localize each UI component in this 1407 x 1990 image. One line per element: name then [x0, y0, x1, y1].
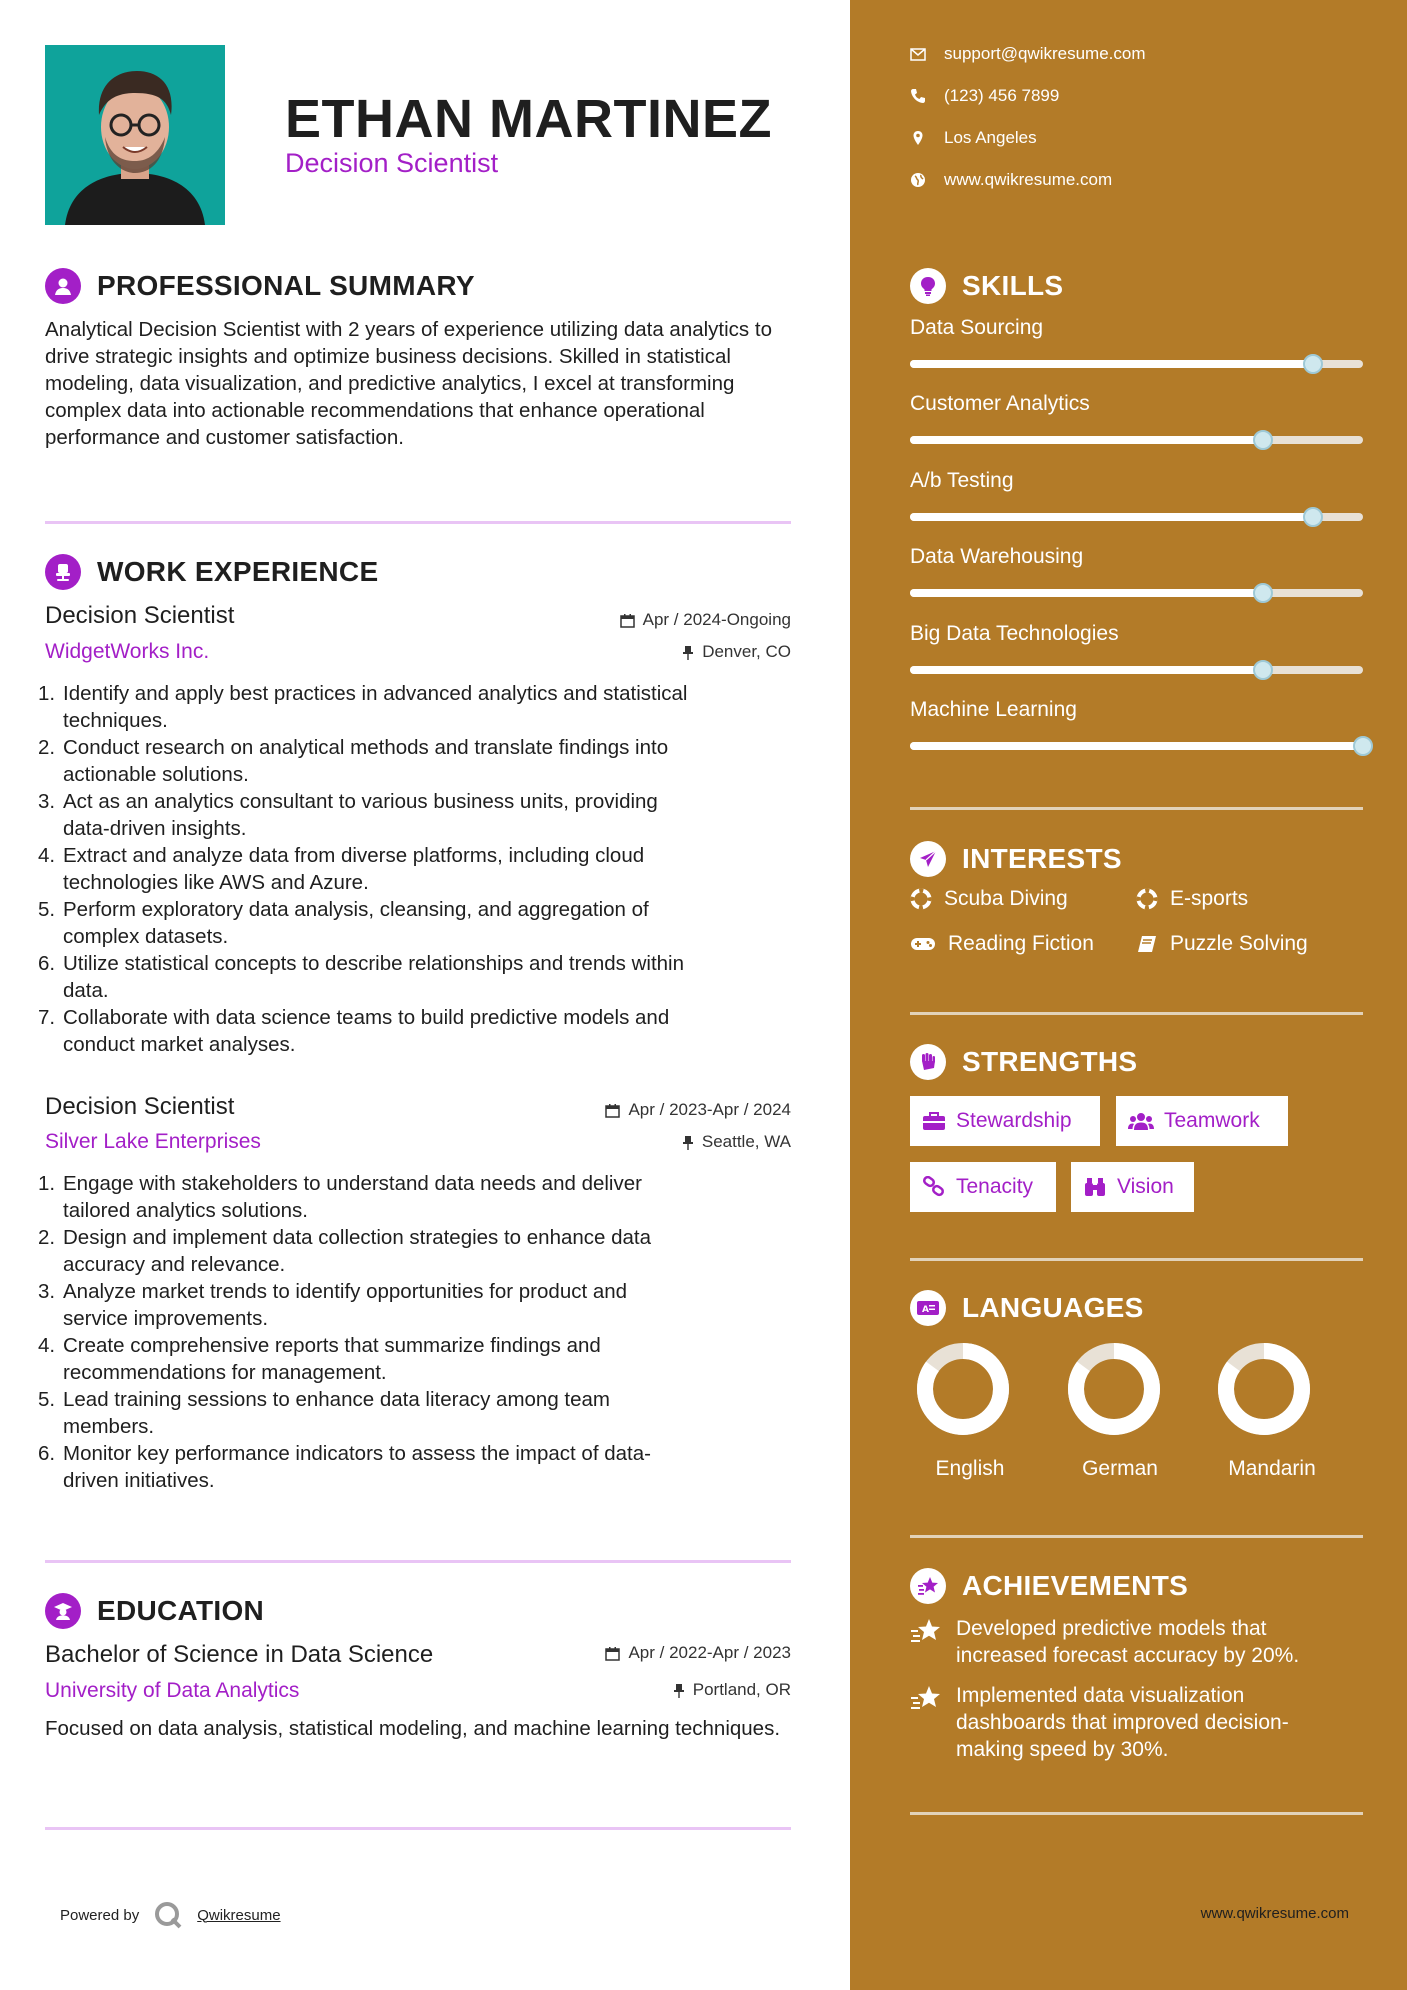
duty-list	[38, 680, 798, 1058]
skill-level-fill	[910, 666, 1263, 674]
list-item: 1. Identify and apply best practices in advanced analytics and statistical techniques.	[38, 682, 688, 732]
users-icon	[1128, 1111, 1154, 1131]
interest-item	[1136, 887, 1248, 911]
achievement-line: making speed by 30%.	[956, 1738, 1169, 1761]
language-label: German	[1082, 1457, 1158, 1480]
skills-heading	[910, 268, 1063, 304]
list-item: 5. Lead training sessions to enhance data literacy among team members.	[38, 1388, 611, 1438]
website-text: www.qwikresume.com	[944, 170, 1113, 189]
envelope-icon	[910, 48, 926, 61]
duty-list	[38, 1170, 798, 1494]
language-proficiency-ring	[1214, 1339, 1314, 1439]
achievement-line: dashboards that improved decision-	[956, 1711, 1289, 1734]
school-name: University of Data Analytics	[45, 1679, 300, 1702]
candidate-name: ETHAN MARTINEZ	[285, 89, 772, 149]
briefcase-icon	[922, 1111, 946, 1131]
summary-text: Analytical Decision Scientist with 2 years of experience utilizing data analytics to drive strategic insights and optimize business decisions. Skilled in statistical modeling, data visualization, and predictive analytics, I excel at transforming complex data into actionable recommendations that enhance operational performance and customer satisfaction.	[45, 318, 772, 449]
section-divider	[45, 1827, 791, 1830]
skill-level-fill	[910, 742, 1363, 750]
skill-level-fill	[910, 360, 1313, 368]
calendar-icon	[605, 1103, 620, 1118]
skill-label: Big Data Technologies	[910, 621, 1119, 645]
list-item: 2. Design and implement data collection strategies to enhance data accuracy and relevance.	[38, 1226, 652, 1276]
skill-level-fill	[910, 436, 1263, 444]
life-ring-icon	[1136, 888, 1158, 910]
skill-label: A/b Testing	[910, 468, 1014, 492]
education-location	[673, 1680, 791, 1700]
skill-label: Customer Analytics	[910, 392, 1090, 416]
experience-heading	[45, 554, 378, 590]
office-chair-icon	[45, 554, 81, 590]
skill-level-knob	[1253, 660, 1273, 680]
lightbulb-icon	[910, 268, 946, 304]
skill-level-bar	[910, 436, 1363, 444]
strength-label: Vision	[1117, 1175, 1174, 1198]
summary-heading	[45, 268, 475, 304]
strength-label: Tenacity	[956, 1175, 1034, 1198]
achievement-item	[910, 1615, 1363, 1669]
summary-title: PROFESSIONAL SUMMARY	[97, 270, 475, 301]
interest-item	[1136, 932, 1308, 956]
languages-title: LANGUAGES	[962, 1292, 1144, 1323]
strength-label: Teamwork	[1164, 1109, 1260, 1132]
strength-chip	[1071, 1162, 1194, 1212]
skill-level-bar	[910, 513, 1363, 521]
link-icon	[922, 1176, 946, 1198]
qwikresume-link[interactable]: Qwikresume	[197, 1906, 281, 1924]
achievement-item	[910, 1682, 1363, 1763]
education-location-text: Portland, OR	[692, 1680, 791, 1699]
interest-label: Reading Fiction	[948, 932, 1094, 955]
job-date	[620, 610, 791, 630]
strength-chip	[910, 1096, 1100, 1146]
gamepad-icon	[910, 936, 936, 952]
binoculars-icon	[1083, 1177, 1107, 1197]
pushpin-icon	[673, 1683, 685, 1698]
pushpin-icon	[682, 1135, 694, 1150]
languages-heading	[910, 1290, 1144, 1326]
list-item: 1. Engage with stakeholders to understand data needs and deliver tailored analytics solutions.	[38, 1172, 642, 1222]
degree-title: Bachelor of Science in Data Science	[45, 1641, 434, 1668]
email-text: support@qwikresume.com	[944, 44, 1146, 63]
section-divider	[910, 1012, 1363, 1015]
shooting-star-icon	[910, 1617, 942, 1645]
strength-chip	[910, 1162, 1056, 1212]
job-title: Decision Scientist	[45, 602, 235, 629]
svg-text:A: A	[922, 1305, 929, 1315]
interest-label: Puzzle Solving	[1170, 932, 1308, 955]
achievements-title: ACHIEVEMENTS	[962, 1570, 1189, 1601]
job-date-text: Apr / 2023-Apr / 2024	[628, 1100, 791, 1119]
section-divider	[910, 1258, 1363, 1261]
footer-website[interactable]: www.qwikresume.com	[1200, 1905, 1349, 1922]
pushpin-icon	[682, 645, 694, 660]
skill-level-fill	[910, 513, 1313, 521]
skill-level-bar	[910, 589, 1363, 597]
section-divider	[910, 807, 1363, 810]
job-location	[682, 642, 791, 662]
list-item: 5. Perform exploratory data analysis, cleansing, and aggregation of complex datasets.	[38, 898, 649, 948]
education-date-text: Apr / 2022-Apr / 2023	[628, 1643, 791, 1662]
education-date	[605, 1643, 791, 1663]
map-marker-icon	[910, 130, 926, 146]
interest-item	[910, 932, 1094, 956]
achievement-line: Developed predictive models that	[956, 1617, 1267, 1640]
interest-label: Scuba Diving	[944, 887, 1068, 910]
paper-plane-icon	[910, 841, 946, 877]
skill-level-knob	[1353, 736, 1373, 756]
strength-label: Stewardship	[956, 1109, 1072, 1132]
book-icon	[1136, 934, 1158, 954]
skill-level-knob	[1303, 507, 1323, 527]
contact-location	[910, 128, 1037, 148]
section-divider	[45, 521, 791, 524]
powered-by-label: Powered by	[60, 1906, 140, 1924]
contact-phone[interactable]	[910, 86, 1059, 106]
location-text: Los Angeles	[944, 128, 1037, 147]
contact-website[interactable]	[910, 170, 1112, 190]
candidate-role: Decision Scientist	[285, 148, 499, 178]
skills-title: SKILLS	[962, 270, 1064, 301]
interests-heading	[910, 841, 1122, 877]
life-ring-icon	[910, 888, 932, 910]
phone-icon	[910, 88, 926, 104]
education-title: EDUCATION	[97, 1595, 265, 1626]
skill-label: Data Sourcing	[910, 316, 1044, 339]
list-item: 3. Act as an analytics consultant to various business units, providing data-driven insights.	[38, 790, 658, 840]
powered-by	[60, 1900, 281, 1930]
list-item: 2. Conduct research on analytical methods and translate findings into actionable solutions.	[38, 736, 669, 786]
star-icon	[910, 1568, 946, 1604]
interests-title: INTERESTS	[962, 843, 1122, 874]
job-title: Decision Scientist	[45, 1093, 235, 1120]
shooting-star-icon	[910, 1684, 942, 1712]
user-icon	[45, 268, 81, 304]
education-heading	[45, 1593, 264, 1629]
strength-chip	[1116, 1096, 1288, 1146]
language-label: Mandarin	[1228, 1457, 1316, 1480]
section-divider	[45, 1560, 791, 1563]
list-item: 3. Analyze market trends to identify opportunities for product and service improvements.	[38, 1280, 628, 1330]
calendar-icon	[605, 1646, 620, 1661]
phone-text: (123) 456 7899	[944, 86, 1060, 105]
strengths-title: STRENGTHS	[962, 1046, 1138, 1077]
globe-icon	[910, 172, 926, 188]
language-proficiency-ring	[913, 1339, 1013, 1439]
list-item: 4. Extract and analyze data from diverse platforms, including cloud technologies like AWS and Azure.	[38, 844, 645, 894]
skill-label: Machine Learning	[910, 698, 1077, 721]
experience-title: WORK EXPERIENCE	[97, 556, 379, 587]
job-location-text: Seattle, WA	[701, 1132, 791, 1151]
job-location	[682, 1132, 791, 1152]
interest-item	[910, 887, 1068, 911]
list-item: 4. Create comprehensive reports that summarize findings and recommendations for management.	[38, 1334, 601, 1384]
skill-level-bar	[910, 742, 1363, 750]
achievement-line: Implemented data visualization	[956, 1684, 1245, 1707]
achievements-heading	[910, 1568, 1188, 1604]
list-item: 6. Monitor key performance indicators to assess the impact of data- driven initiatives.	[38, 1442, 651, 1492]
job-location-text: Denver, CO	[702, 642, 791, 661]
job-date-text: Apr / 2024-Ongoing	[642, 610, 791, 629]
list-item: 6. Utilize statistical concepts to describe relationships and trends within data.	[38, 952, 684, 1002]
qwikresume-logo-icon	[153, 1900, 183, 1930]
section-divider	[910, 1812, 1363, 1815]
company-name: WidgetWorks Inc.	[45, 640, 210, 663]
education-text: Focused on data analysis, statistical modeling, and machine learning techniques.	[45, 1717, 781, 1740]
strengths-heading	[910, 1044, 1137, 1080]
fist-icon	[910, 1044, 946, 1080]
skill-level-bar	[910, 360, 1363, 368]
section-divider	[910, 1535, 1363, 1538]
achievement-line: increased forecast accuracy by 20%.	[956, 1644, 1300, 1667]
skill-level-fill	[910, 589, 1263, 597]
language-proficiency-ring	[1064, 1339, 1164, 1439]
list-item: 7. Collaborate with data science teams to build predictive models and conduct market analyses.	[38, 1006, 670, 1056]
calendar-icon	[620, 613, 635, 628]
skill-level-bar	[910, 666, 1363, 674]
language-label: English	[935, 1457, 1005, 1480]
profile-photo	[45, 45, 225, 225]
translate-icon	[910, 1290, 946, 1326]
interest-label: E-sports	[1170, 887, 1249, 910]
company-name: Silver Lake Enterprises	[45, 1130, 261, 1153]
graduate-icon	[45, 1593, 81, 1629]
skill-label: Data Warehousing	[910, 545, 1084, 569]
job-date	[605, 1100, 791, 1120]
contact-email[interactable]	[910, 44, 1146, 64]
